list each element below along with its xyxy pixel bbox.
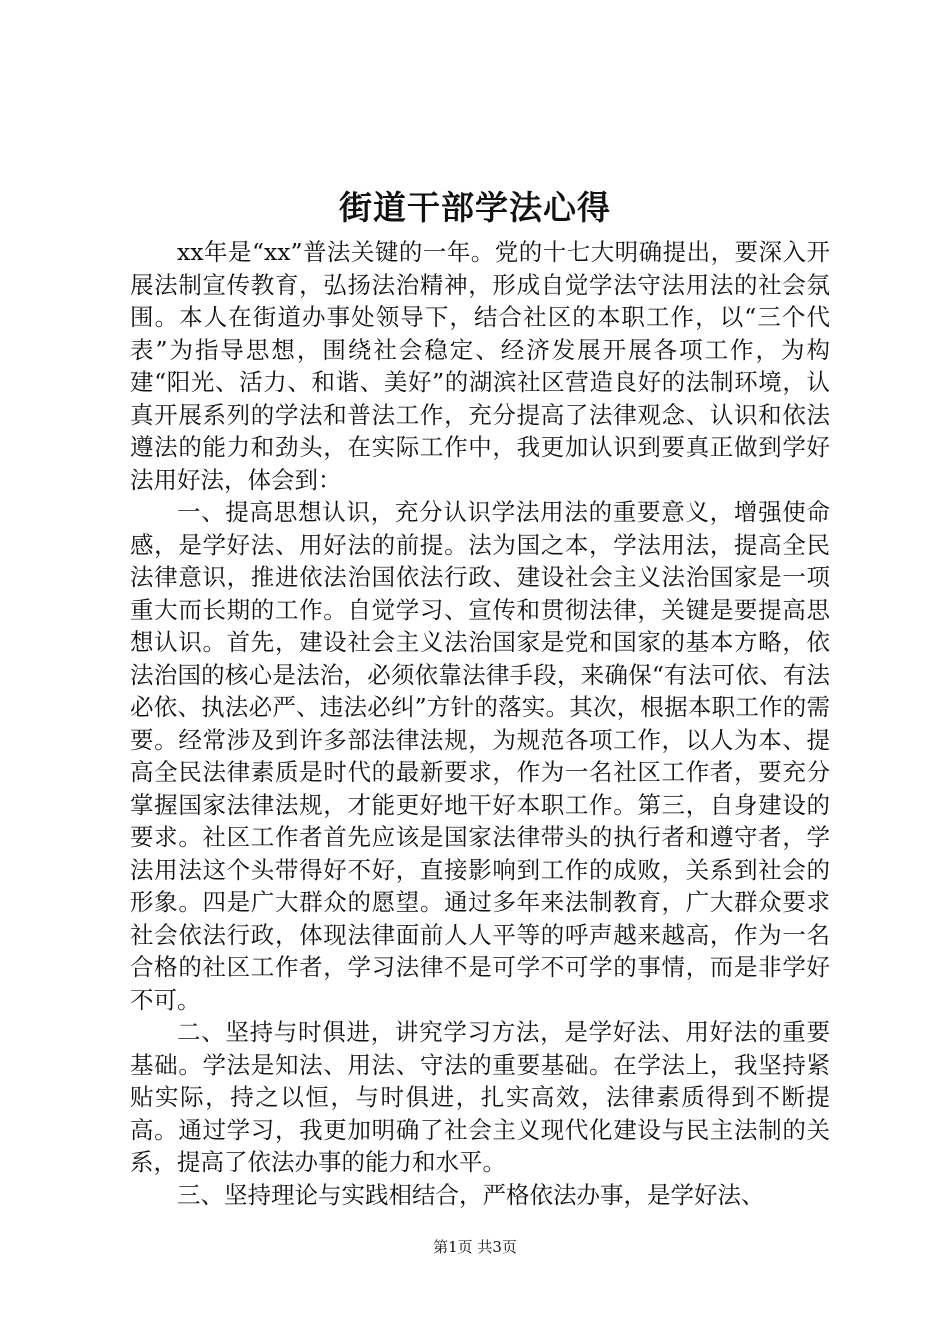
document-title: 街道干部学法心得 xyxy=(339,188,611,227)
paragraph-intro: xx年是“xx”普法关键的一年。党的十七大明确提出，要深入开展法制宣传教育，弘扬法治精神，形成自觉学法守法用法的社会氛围。本人在街道办事处领导下，结合社区的本职工作，以“三个代表”为指导思想，围绕社会稳定、经济发展开展各项工作，为构建“阳光、活力、和谐、美好”的湖滨社区营造良好的法制环境，认真开展系列的学法和普法工作，充分提高了法律观念、认识和依法遵法的能力和劲头，在实际工作中，我更加认识到要真正做到学好法用好法，体会到： xyxy=(130,238,830,494)
page-number-indicator: 第1页 共3页 xyxy=(433,1238,517,1256)
paragraph-section-2: 二、坚持与时俱进，讲究学习方法，是学好法、用好法的重要基础。学法是知法、用法、守法的重要基础。在学法上，我坚持紧贴实际，持之以恒，与时俱进，扎实高效，法律素质得到不断提高。通过学习，我更加明确了社会主义现代化建设与民主法制的关系，提高了依法办事的能力和水平。 xyxy=(130,1018,830,1176)
document-body xyxy=(130,236,830,1211)
paragraph-section-1: 一、提高思想认识，充分认识学法用法的重要意义，增强使命感，是学好法、用好法的前提。法为国之本，学法用法，提高全民法律意识，推进依法治国依法行政、建设社会主义法治国家是一项重大而长期的工作。自觉学习、宣传和贯彻法律，关键是要提高思想认识。首先，建设社会主义法治国家是党和国家的基本方略，依法治国的核心是法治，必须依靠法律手段，来确保“有法可依、有法必依、执法必严、违法必纠”方针的落实。其次，根据本职工作的需要。经常涉及到许多部法律法规，为规范各项工作，以人为本、提高全民法律素质是时代的最新要求，作为一名社区工作者，要充分掌握国家法律法规，才能更好地干好本职工作。第三，自身建设的要求。社区工作者首先应该是国家法律带头的执行者和遵守者，学法用法这个头带得好不好，直接影响到工作的成败，关系到社会的形象。四是广大群众的愿望。通过多年来法制教育，广大群众要求社会依法行政，体现法律面前人人平等的呼声越来越高，作为一名合格的社区工作者，学习法律不是可学不可学的事情，而是非学好不可。 xyxy=(130,498,830,1014)
page-footer xyxy=(0,1236,950,1258)
paragraph-section-3: 三、坚持理论与实践相结合，严格依法办事，是学好法、 xyxy=(177,1180,765,1209)
